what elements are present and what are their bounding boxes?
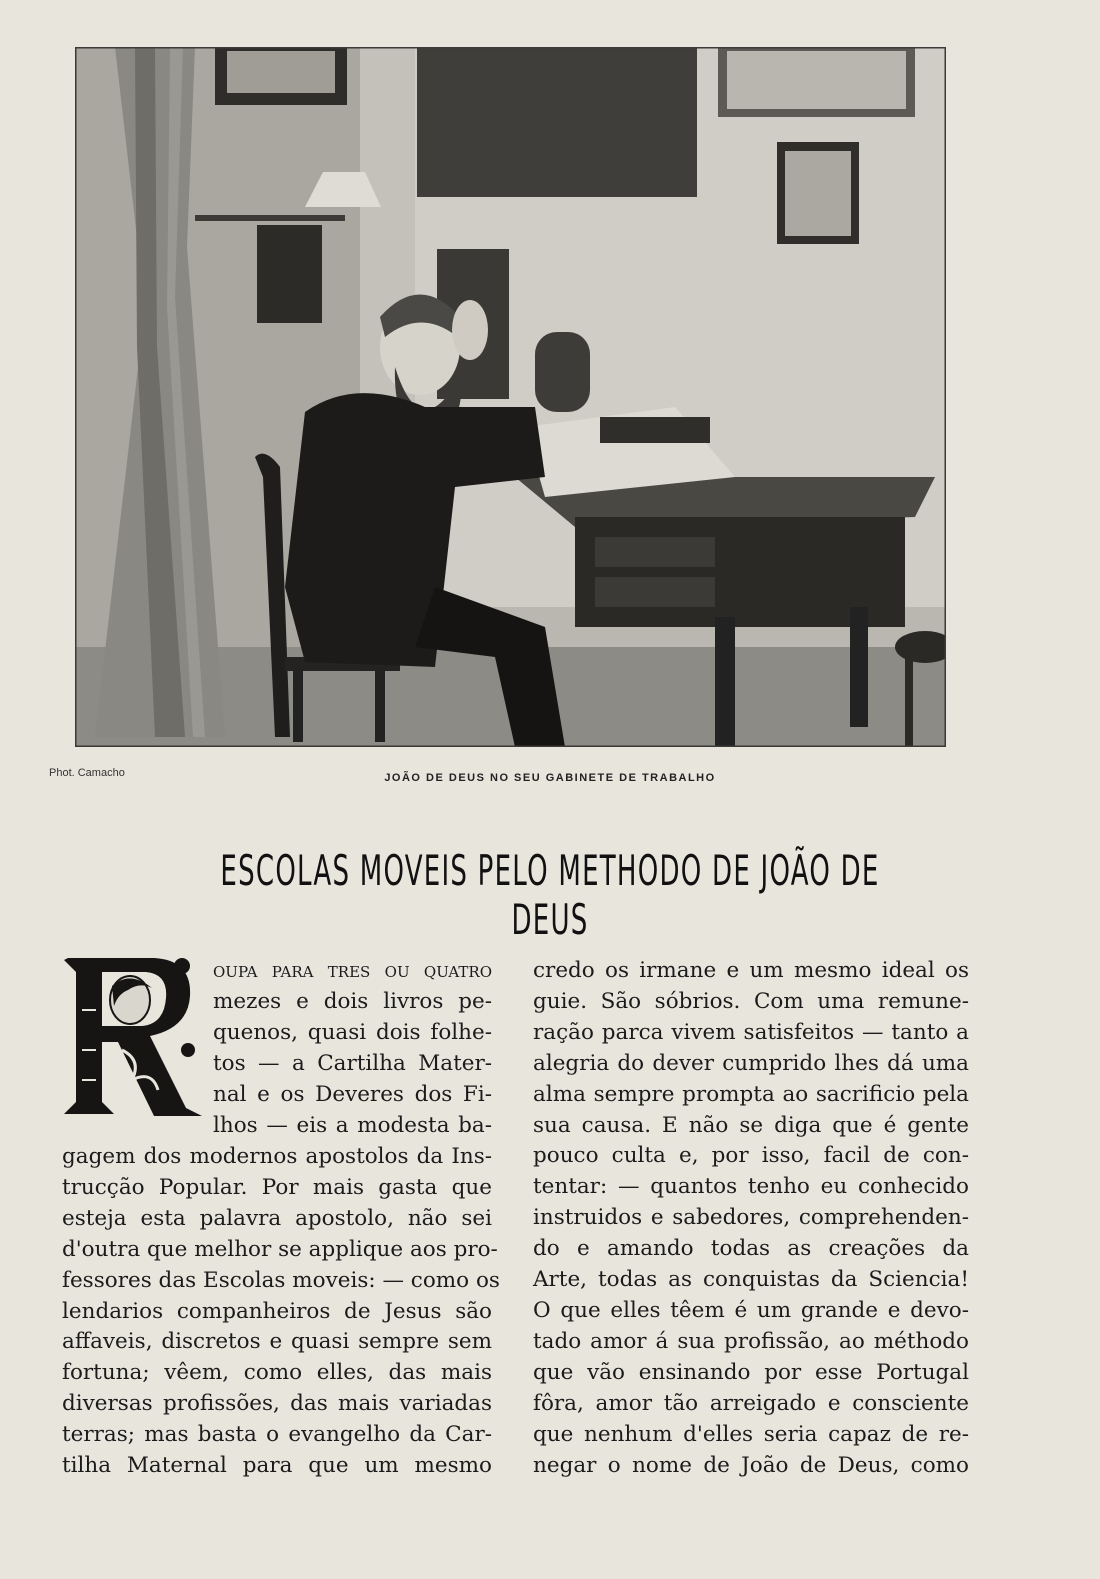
text-line: terras; mas basta o evangelho da Car-: [62, 1422, 492, 1448]
text-line: fôra, amor tão arreigado e consciente: [533, 1390, 969, 1416]
text-line: d'outra que melhor se applique aos pro-: [62, 1236, 498, 1262]
text-line: oupa para tres ou quatro: [213, 958, 492, 983]
text-line: alma sempre prompta ao sacrificio pela: [533, 1081, 969, 1107]
text-line: fessores das Escolas moveis: — como os: [62, 1267, 500, 1293]
text-line: tado amor á sua profissão, ao méthodo: [533, 1328, 969, 1354]
photo-caption: JOÃO DE DEUS NO SEU GABINETE DE TRABALHO: [384, 772, 716, 784]
text-line: do e amando todas as creações da: [533, 1236, 969, 1262]
column-1-body: [62, 1142, 500, 1482]
text-line: tos — a Cartilha Mater-: [213, 1050, 492, 1076]
portrait-photograph: [75, 47, 946, 747]
text-line: quenos, quasi dois folhe-: [213, 1019, 492, 1045]
photo-credit: Phot. Camacho: [49, 767, 125, 779]
text-line: ração parca vivem satisfeitos — tanto a: [533, 1019, 969, 1045]
text-line: instruidos e sabedores, comprehenden-: [533, 1205, 969, 1231]
article-title: ESCOLAS MOVEIS PELO METHODO DE JOÃO DE DEUS: [220, 846, 880, 944]
text-line: gagem dos modernos apostolos da Ins-: [62, 1144, 492, 1169]
text-line: credo os irmane e um mesmo ideal os: [533, 958, 969, 983]
text-line: fortuna; vêem, como elles, das mais: [62, 1360, 492, 1386]
text-line: guie. São sóbrios. Com uma remune-: [533, 988, 969, 1014]
text-line: negar o nome de João de Deus, como: [533, 1452, 969, 1478]
text-line: sua causa. E não se diga que é gente: [533, 1112, 969, 1138]
text-line: que vão ensinando por esse Portugal: [533, 1359, 969, 1385]
column-1-intro: [213, 956, 492, 1141]
text-line: lendarios companheiros de Jesus são: [62, 1298, 492, 1324]
text-line: affaveis, discretos e quasi sempre sem: [62, 1329, 492, 1355]
text-line: que nenhum d'elles seria capaz de re-: [533, 1421, 969, 1447]
text-line: esteja esta palavra apostolo, não sei: [62, 1205, 492, 1231]
text-line: diversas profissões, das mais variadas: [62, 1391, 492, 1417]
text-line: tilha Maternal para que um mesmo: [62, 1453, 492, 1479]
ornamental-dropcap: [62, 950, 202, 1122]
photo-illustration: [75, 47, 946, 747]
column-2-body: [533, 956, 969, 1481]
text-line: alegria do dever cumprido lhes dá uma: [533, 1050, 969, 1076]
text-line: tentar: — quantos tenho eu conhecido: [533, 1174, 969, 1200]
text-line: pouco culta e, por isso, facil de con-: [533, 1143, 969, 1169]
text-line: nal e os Deveres dos Fi-: [213, 1081, 492, 1107]
text-line: mezes e dois livros pe-: [213, 988, 492, 1014]
text-line: O que elles têem é um grande e devo-: [533, 1297, 969, 1323]
text-line: lhos — eis a modesta ba-: [213, 1112, 492, 1138]
text-line: trucção Popular. Por mais gasta que: [62, 1174, 492, 1200]
text-line: Arte, todas as conquistas da Sciencia!: [533, 1267, 969, 1293]
